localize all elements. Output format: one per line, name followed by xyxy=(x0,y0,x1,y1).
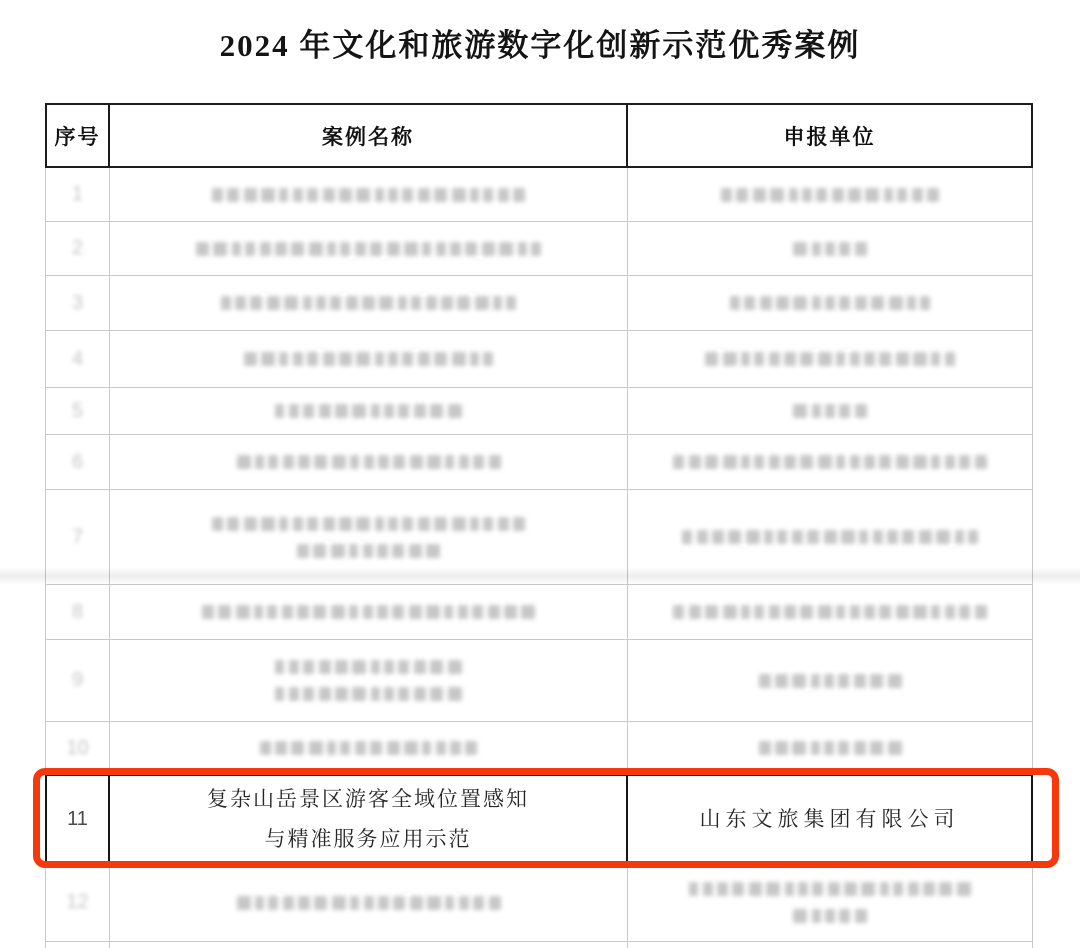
table-row xyxy=(45,331,1033,388)
text-line: 与精准服务应用示范 xyxy=(264,827,472,851)
serial-cell xyxy=(45,942,110,948)
text-line: 复杂山岳景区游客全域位置感知 xyxy=(207,787,529,811)
serial-cell xyxy=(45,722,110,775)
table-row xyxy=(45,722,1033,775)
table-row xyxy=(45,864,1033,942)
blurred-text-line xyxy=(791,903,869,930)
serial-number: 4 xyxy=(71,347,84,370)
serial-cell xyxy=(45,168,110,222)
table-row xyxy=(45,435,1033,490)
unit-cell xyxy=(628,388,1033,435)
blurred-text-line xyxy=(295,537,442,564)
page-title: 2024 年文化和旅游数字化创新示范优秀案例 xyxy=(219,28,861,63)
case-name-cell xyxy=(110,388,628,435)
table-row xyxy=(45,168,1033,222)
header-case-name: 案例名称 xyxy=(110,103,628,168)
blurred-text-line xyxy=(234,889,502,916)
unit-cell xyxy=(628,640,1033,722)
serial-number: 12 xyxy=(66,891,89,913)
serial-cell xyxy=(45,331,110,388)
blurred-text-line xyxy=(680,524,980,551)
serial-number: 9 xyxy=(71,669,84,691)
cases-table xyxy=(45,103,1033,948)
blurred-text-line xyxy=(791,398,869,425)
serial-cell xyxy=(45,640,110,722)
blurred-text-line xyxy=(273,398,464,425)
blurred-text-line xyxy=(756,735,903,762)
blurred-text-line xyxy=(719,181,941,208)
unit-cell xyxy=(628,435,1033,490)
unit-cell xyxy=(628,864,1033,942)
text-line: 山东文旅集团有限公司 xyxy=(699,807,960,831)
serial-number: 5 xyxy=(71,399,84,422)
table-row-partial xyxy=(45,942,1033,948)
header-declaring-unit: 申报单位 xyxy=(628,103,1033,168)
serial-cell xyxy=(45,774,110,864)
blurred-text-line xyxy=(728,290,933,317)
blurred-text-line xyxy=(210,181,528,208)
blurred-text-line xyxy=(791,235,869,262)
blurred-text-line xyxy=(210,510,528,537)
serial-cell xyxy=(45,585,110,640)
serial-cell xyxy=(45,864,110,942)
unit-cell xyxy=(628,490,1033,585)
blurred-text-line xyxy=(687,876,973,903)
serial-number: 2 xyxy=(71,237,84,259)
blurred-text-line xyxy=(671,449,989,476)
case-name-cell xyxy=(110,864,628,942)
serial-cell xyxy=(45,490,110,585)
table-row xyxy=(45,640,1033,722)
serial-number: 7 xyxy=(71,525,84,548)
case-name-cell xyxy=(110,774,628,864)
case-name-cell xyxy=(110,222,628,276)
table-row xyxy=(45,276,1033,331)
table-row xyxy=(45,585,1033,640)
unit-cell xyxy=(628,222,1033,276)
table-row xyxy=(45,388,1033,435)
blurred-text-line xyxy=(671,599,989,626)
unit-cell xyxy=(628,942,1033,948)
table-row xyxy=(45,490,1033,585)
serial-number: 11 xyxy=(67,807,88,830)
blurred-text-line xyxy=(756,667,903,694)
serial-number: 8 xyxy=(71,600,84,623)
table-row-highlighted xyxy=(45,774,1033,864)
table-row xyxy=(45,222,1033,276)
serial-cell xyxy=(45,222,110,276)
case-name-cell xyxy=(110,276,628,331)
blurred-text-line xyxy=(234,449,502,476)
table-body xyxy=(45,168,1033,948)
blurred-text-line xyxy=(273,654,464,681)
blurred-text-line xyxy=(194,235,543,262)
table-header-row xyxy=(45,103,1033,168)
serial-cell xyxy=(45,435,110,490)
unit-cell xyxy=(628,585,1033,640)
serial-number: 3 xyxy=(71,291,84,314)
blurred-text-line xyxy=(242,346,496,373)
blurred-text-line xyxy=(257,735,479,762)
case-name-cell xyxy=(110,640,628,722)
header-serial-number: 序号 xyxy=(45,103,110,168)
unit-cell xyxy=(628,168,1033,222)
serial-number: 1 xyxy=(71,183,84,205)
case-name-cell xyxy=(110,722,628,775)
blurred-text-line xyxy=(200,599,538,626)
serial-cell xyxy=(45,388,110,435)
serial-cell xyxy=(45,276,110,331)
blurred-text-line xyxy=(218,290,518,317)
unit-cell xyxy=(628,276,1033,331)
unit-cell xyxy=(628,722,1033,775)
case-name-cell xyxy=(110,331,628,388)
blurred-text-line xyxy=(273,681,464,708)
case-name-cell xyxy=(110,168,628,222)
serial-number: 6 xyxy=(71,450,84,473)
case-name-cell xyxy=(110,942,628,948)
case-name-cell xyxy=(110,585,628,640)
case-name-cell xyxy=(110,490,628,585)
serial-number: 10 xyxy=(66,736,89,759)
blurred-text-line xyxy=(703,346,957,373)
unit-cell xyxy=(628,331,1033,388)
unit-cell xyxy=(628,774,1033,864)
case-name-cell xyxy=(110,435,628,490)
